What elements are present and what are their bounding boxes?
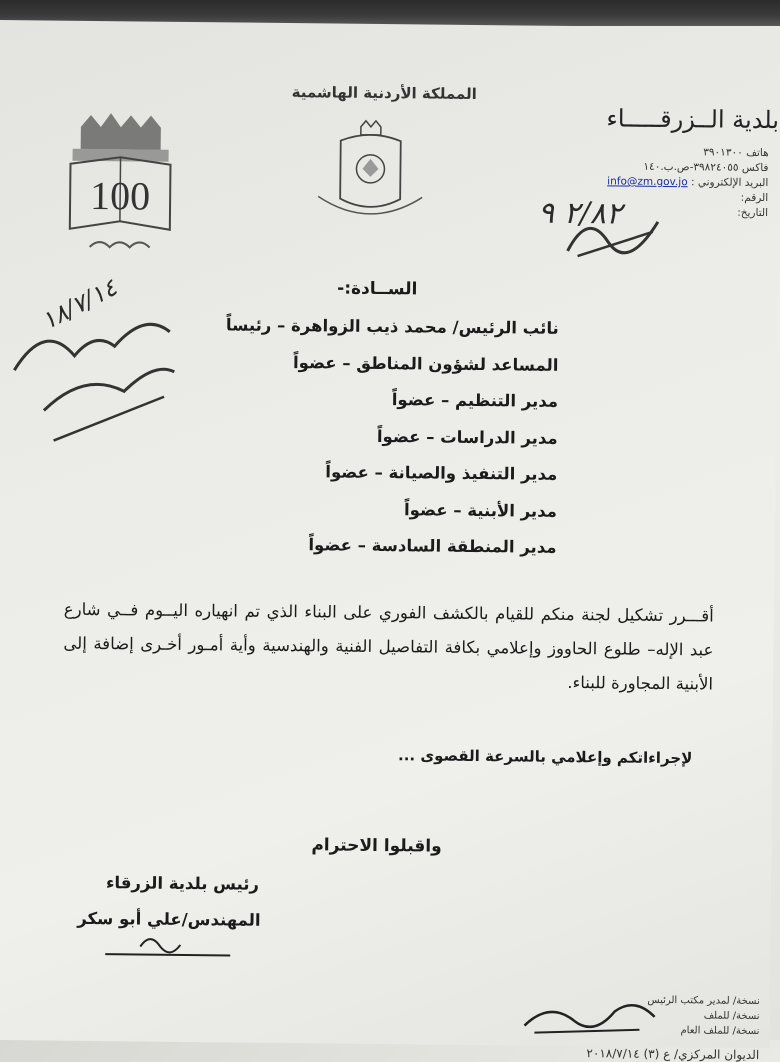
- email-link[interactable]: info@zm.gov.jo: [607, 175, 688, 189]
- initials-scribble: [519, 990, 660, 1041]
- handwritten-date: ١٨/٧/١٤: [36, 273, 122, 336]
- reference-scribble: [558, 201, 669, 262]
- recipient-item: مدير المنطقة السادسة – عضواً: [308, 535, 557, 557]
- recipient-item: مدير التنفيذ والصيانة – عضواً: [325, 462, 558, 484]
- logo-number: 100: [89, 172, 151, 219]
- cc-item: نسخة/ للملف العام: [680, 1025, 760, 1038]
- phone-line: هاتف ٣٩٠١٣٠٠: [703, 146, 769, 160]
- email-label: البريد الإلكتروني :: [690, 176, 769, 190]
- kingdom-heading: المملكة الأردنية الهاشمية: [291, 83, 477, 103]
- coat-of-arms: [310, 118, 431, 229]
- recipient-item: مدير الأبنية – عضواً: [403, 499, 557, 521]
- cc-item: نسخة/ للملف: [703, 1010, 760, 1023]
- recipient-item: مدير الدراسات – عضواً: [376, 426, 558, 448]
- municipality-name: بلدية الــزرقـــــاء: [606, 104, 780, 135]
- letter-page: [0, 20, 780, 1062]
- handwritten-reference: ٢/٨٢ ٩: [537, 195, 623, 232]
- salutation: الســادة:-: [337, 278, 418, 300]
- cc-item: نسخة/ لمدير مكتب الرئيس: [647, 994, 760, 1008]
- closing-regards: واقبلوا الاحترام: [311, 835, 442, 857]
- recipient-item: مدير التنظيم – عضواً: [391, 390, 559, 411]
- centenary-logo: [60, 109, 182, 260]
- date-label: التاريخ:: [737, 206, 769, 220]
- recipient-item: المساعد لشؤون المناطق – عضواً: [292, 352, 559, 375]
- closing-request: لإجراءاتكم وإعلامي بالسرعة القصوى ...: [397, 746, 693, 768]
- signer-title: رئيس بلدية الزرقاء: [105, 873, 260, 894]
- fax-line: فاكس ٣٩٨٢٤٠٥٥-ص.ب.١٤٠: [643, 160, 769, 175]
- signature-scribble: [100, 926, 240, 967]
- recipient-item: نائب الرئيس/ محمد ذيب الزواهرة – رئيساً: [225, 315, 559, 338]
- signer-name: المهندس/علي أبو سكر: [77, 908, 261, 930]
- letter-body: أقـــرر تشكيل لجنة منكم للقيام بالكشف الفوري على البناء الذي تم انهياره اليــوم فــي شارع عبد الإله– طلوع الحاووز وإعلامي بكافة التفاصيل الفنية والهندسية وأية أمـور أخـرى إضافة إلى الأبنية المجاورة للبناء.: [63, 599, 714, 694]
- ref-label: الرقم:: [740, 191, 769, 205]
- recipient-list: [136, 306, 559, 566]
- registry-footer: الديوان المركزي/ ع (٣) ٢٠١٨/٧/١٤: [586, 1046, 760, 1062]
